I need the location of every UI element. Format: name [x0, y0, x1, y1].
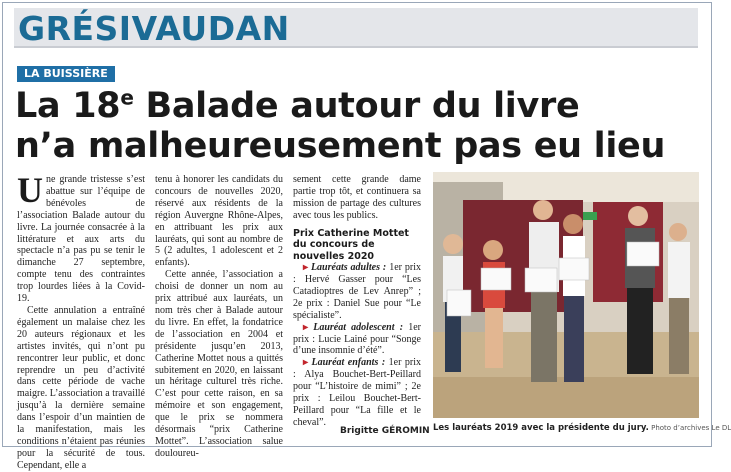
paragraph: tenu à honorer les candidats du concours de nouvelles 2020, réservé aux résidents de la région Auvergne Rhône-Alpes, en attribuant les prix aux lauréats, qui sont au nombre de 5 (2 adultes, 1 adolescent et 2 enfants). — [155, 174, 283, 269]
article-column-1 — [17, 170, 145, 472]
prize-kids: ▸ Lauréat enfants : 1er prix : Alya Bouchet-Bert-Peillard pour “L’histoire de mimi” ; 2e prix : Leilou Bouchet-Bert-Peillard pour “La fille et le cheval”. — [293, 357, 421, 428]
prize-adults: ▸ Lauréats adultes : 1er prix : Hervé Gasser pour “Les Catadioptres de Lev Anrep” ; 2e prix : Daniel Sue pour “Le spécialiste”. — [293, 262, 421, 321]
headline-line1: La 18e Balade autour du livre — [15, 85, 580, 126]
article-column-3 — [293, 174, 421, 429]
paragraph: Une grande tristesse s’est abattue sur l’équipe de bénévoles de l’association Balade autour du livre. La journée consacrée à la littérature et aux arts du spectacle n’a pas pu se tenir le dimanche 27 septembre, compte tenu des contraintes trop lourdes liées à la Covid-19. — [17, 170, 145, 305]
headline — [15, 86, 705, 166]
article-column-2 — [155, 174, 283, 460]
person-woman-center — [563, 214, 585, 382]
headline-line2: n’a malheureusement pas eu lieu — [15, 126, 666, 166]
prize-teen: ▸ Lauréat adolescent : 1er prix : Lucie Lainé pour “Songe d’une insomnie d’été”. — [293, 321, 421, 357]
prize-subheading: Prix Catherine Mottet du concours de nouvelles 2020 — [293, 227, 409, 262]
drop-cap: U — [17, 170, 43, 210]
person-woman-right — [668, 223, 690, 374]
section-title: GRÉSIVAUDAN — [18, 9, 290, 48]
photo-caption: Les lauréats 2019 avec la présidente du jury. Photo d’archives Le DL — [433, 423, 731, 433]
author-byline: Brigitte GÉROMIN — [340, 426, 430, 436]
paragraph: Cette année, l’association a choisi de donner un nom au prix attribué aux lauréats, un nom très cher à Balade autour du livre. En effet, la fondatrice de l’association en 2004 et présidente jusqu’en 2013, Catherine Mottet nous a quittés subitement en 2020, en laissant un héritage culturel très riche. C’est pour cette raison, en sa mémoire et son engagement, que le prix se nommera désormais “prix Catherine Mottet”. L’association salue douloureu- — [155, 269, 283, 459]
photo-credit: Photo d’archives Le DL — [648, 424, 731, 432]
paragraph: sement cette grande dame partie trop tôt, et continuera sa mission de partage des cultures avec tous les publics. — [293, 174, 421, 221]
location-kicker: LA BUISSIÈRE — [17, 66, 115, 82]
laureates-photo — [433, 172, 699, 418]
person-president — [625, 206, 655, 374]
paragraph: Cette annulation a entraîné également un malaise chez les 20 auteurs régionaux et les artistes invités, qui n’ont pu rencontrer leur public, et donc reprendre un peu d’activité dans cette période de vache maigre. L’association a travaillé jusqu’à la dernière semaine dans l’espoir d’un maintien de la manifestation, mais les conditions n’étaient pas réunies pour la sécurité de tous. Cependant, elle a — [17, 304, 145, 471]
